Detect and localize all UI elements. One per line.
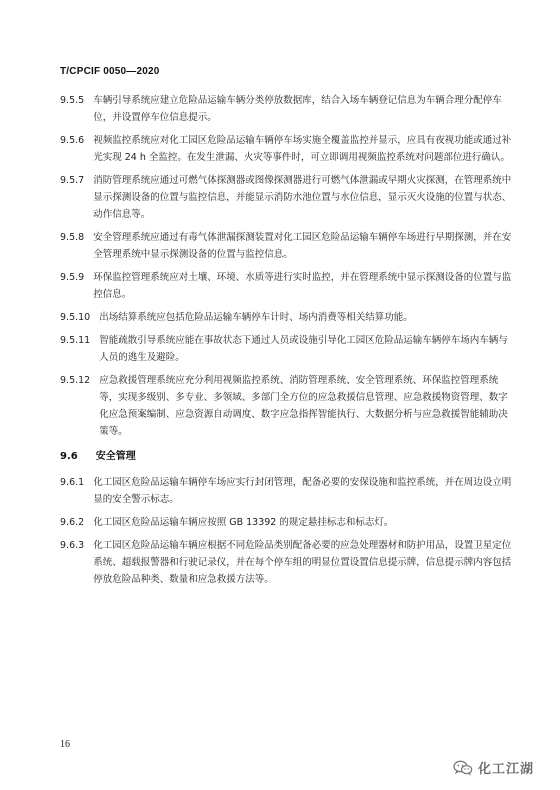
clause-9-6-3 xyxy=(60,537,516,588)
clause-text: 安全管理系统应通过有毒气体泄漏探测装置对化工园区危险品运输车辆停车场进行早期探测，并在安全管理系统中显示探测设备的位置与监控信息。 xyxy=(93,232,512,260)
clause-text: 消防管理系统应通过可燃气体探测器或图像探测器进行可燃气体泄漏或早期火灾探测，在管理系统中显示探测设备的位置与监控信息，并能显示消防水池位置与水位信息，显示灭火设施的位置与状态、动作信息等。 xyxy=(93,175,512,220)
clause-text: 智能疏散引导系统应能在事故状态下通过人员或设施引导化工园区危险品运输车辆停车场内车辆与人员的逃生及避险。 xyxy=(99,335,508,363)
standard-code: T/CPCIF 0050—2020 xyxy=(60,66,160,77)
document-body xyxy=(60,92,516,594)
clause-9-6-1 xyxy=(60,474,516,508)
clause-text: 出场结算系统应包括危险品运输车辆停车计时、场内消费等相关结算功能。 xyxy=(99,312,413,323)
wechat-icon xyxy=(453,760,473,776)
clause-9-5-5 xyxy=(60,92,516,126)
clause-text: 化工园区危险品运输车辆应按照 GB 13392 的规定悬挂标志和标志灯。 xyxy=(93,517,394,528)
page-number: 16 xyxy=(60,739,70,750)
clause-text: 应急救援管理系统应充分利用视频监控系统、消防管理系统、安全管理系统、环保监控管理系统等，实现多级别、多专业、多领域、多部门全方位的应急救援信息管理、应急救援物资管理、数字化应急预案编制、应急资源自动调度、数字应急指挥智能执行、大数据分析与应急救援智能辅助决策等。 xyxy=(99,375,508,437)
section-title: 安全管理 xyxy=(95,451,136,462)
clause-9-5-8 xyxy=(60,229,516,263)
clause-9-5-7 xyxy=(60,172,516,223)
clause-text: 化工园区危险品运输车辆停车场应实行封闭管理，配备必要的安保设施和监控系统，并在周边设立明显的安全警示标志。 xyxy=(93,477,512,505)
watermark xyxy=(453,758,534,777)
clause-9-5-11 xyxy=(60,332,516,366)
clause-number: 9.5.8 xyxy=(60,232,85,243)
clause-number: 9.5.9 xyxy=(60,272,85,283)
clause-text: 环保监控管理系统应对土壤、环境、水质等进行实时监控，并在管理系统中显示探测设备的位置与监控信息。 xyxy=(93,272,512,300)
clause-number: 9.5.7 xyxy=(60,175,85,186)
clause-number: 9.5.5 xyxy=(60,95,85,106)
section-number: 9.6 xyxy=(60,451,78,462)
clause-number: 9.5.12 xyxy=(60,375,91,386)
clause-text: 视频监控系统应对化工园区危险品运输车辆停车场实施全覆盖监控并显示，应具有夜视功能或通过补光实现 24 h 全监控。在发生泄漏、火灾等事件时，可立即调用视频监控系统对问题部位进行确认。 xyxy=(93,135,512,163)
clause-text: 化工园区危险品运输车辆应根据不同危险品类别配备必要的应急处理器材和防护用品，设置卫星定位系统、超载报警器和行驶记录仪，并在每个停车组的明显位置设置信息提示牌，信息提示牌内容包括停放危险品种类、数量和应急救援方法等。 xyxy=(93,540,512,585)
clause-number: 9.5.11 xyxy=(60,335,91,346)
clause-9-5-6 xyxy=(60,132,516,166)
watermark-text: 化工江湖 xyxy=(478,762,535,777)
clause-9-6-2 xyxy=(60,514,516,531)
clause-number: 9.5.10 xyxy=(60,312,91,323)
clause-9-5-12 xyxy=(60,372,516,440)
clause-number: 9.5.6 xyxy=(60,135,85,146)
clause-number: 9.6.2 xyxy=(60,517,85,528)
clause-9-5-10 xyxy=(60,309,516,326)
clause-number: 9.6.3 xyxy=(60,540,85,551)
clause-9-5-9 xyxy=(60,269,516,303)
clause-number: 9.6.1 xyxy=(60,477,85,488)
section-heading xyxy=(60,448,516,466)
clause-text: 车辆引导系统应建立危险品运输车辆分类停放数据库，结合入场车辆登记信息为车辆合理分配停车位，并设置停车位信息提示。 xyxy=(93,95,502,123)
